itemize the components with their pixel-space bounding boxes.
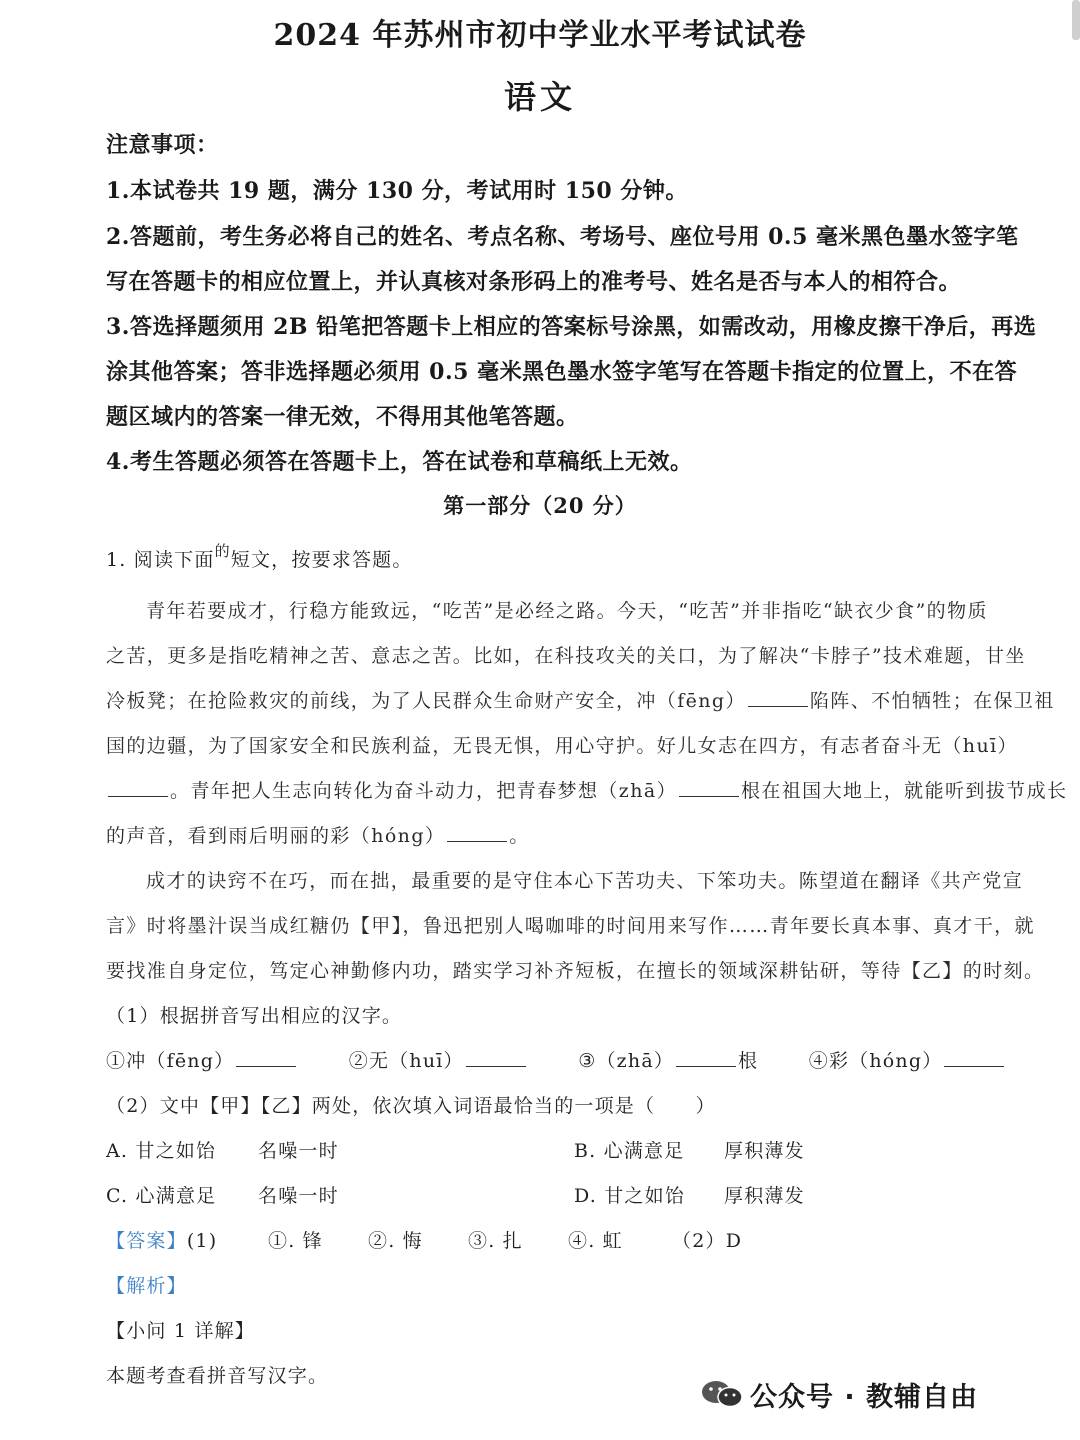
question-stem (106, 542, 413, 572)
sub1-items (106, 1046, 1006, 1073)
blank-zha (679, 778, 739, 797)
answer-item-2: ②. 悔 (368, 1230, 423, 1252)
answer-item-4: ④. 虹 (568, 1230, 623, 1252)
line5-mid: 。青年把人生志向转化为奋斗动力，把青春梦想（zhā） (170, 780, 677, 802)
answer-p2: （2）D (672, 1230, 743, 1252)
detail-text: 本题考查看拼音写汉字。 (106, 1365, 329, 1387)
sub1-blank-2 (466, 1048, 526, 1067)
note-line-6: 题区域内的答案一律无效，不得用其他笔答题。 (106, 404, 579, 430)
option-a-label: A. 甘之如饴 (106, 1140, 217, 1162)
stem-pre: 1. 阅读下面 (106, 549, 215, 571)
wechat-icon (700, 1379, 746, 1409)
passage1-line-5 (106, 776, 1067, 803)
passage1-line-3 (106, 686, 1055, 713)
passage1-line-6 (106, 821, 530, 848)
option-d: D. 甘之如饴 (574, 1185, 686, 1207)
section-title: 第一部分（20 分） (443, 493, 637, 518)
option-a-word: 名噪一时 (258, 1140, 339, 1162)
blank-feng (748, 688, 808, 707)
sub1-prompt: （1）根据拼音写出相应的汉字。 (106, 1005, 403, 1027)
line6-pre: 的声音，看到雨后明丽的彩（hóng） (106, 825, 446, 847)
sub1-blank-1 (236, 1048, 296, 1067)
passage1-line-4: 国的边疆，为了国家安全和民族利益，无畏无惧，用心守护。好儿女志在四方，有志者奋斗无（huī） (106, 735, 1018, 757)
option-d-word: 厚积薄发 (724, 1185, 805, 1207)
sub1-item-2: ②无（huī） (348, 1050, 464, 1072)
note-line-5: 涂其他答案；答非选择题必须用 0.5 毫米黑色墨水签字笔写在答题卡指定的位置上，不在答 (106, 359, 1018, 385)
sub2-prompt: （2）文中【甲】【乙】两处，依次填入词语最恰当的一项是（ ） (106, 1095, 716, 1117)
note-line-3: 写在答题卡的相应位置上，并认真核对条形码上的准考号、姓名是否与本人的相符合。 (106, 269, 962, 295)
subject-title: 语文 (503, 78, 576, 116)
option-c-word: 名噪一时 (258, 1185, 339, 1207)
line3-pre: 冷板凳；在抢险救灾的前线，为了人民群众生命财产安全，冲（fēng） (106, 690, 746, 712)
sub1-blank-4 (944, 1048, 1004, 1067)
blank-hui (108, 778, 168, 797)
note-line-1: 1.本试卷共 19 题，满分 130 分，考试用时 150 分钟。 (106, 178, 688, 204)
exam-title: 2024 年苏州市初中学业水平考试试卷 (273, 18, 807, 53)
stem-post: 短文，按要求答题。 (230, 549, 413, 571)
blank-hong (447, 823, 507, 842)
line6-post: 。 (509, 825, 530, 847)
sub1-item-1: ①冲（fēng） (106, 1050, 235, 1072)
note-line-2: 2.答题前，考生务必将自己的姓名、考点名称、考场号、座位号用 0.5 毫米黑色墨水签字笔 (106, 224, 1019, 250)
answer-p1: (1) (186, 1230, 218, 1252)
watermark-text: 公众号 · 教辅自由 (750, 1381, 979, 1413)
passage2-line-3: 要找准自身定位，笃定心神勤修内功，踏实学习补齐短板，在擅长的领域深耕钻研，等待【乙】的时刻。 (106, 960, 1045, 982)
option-c: C. 心满意足 (106, 1185, 217, 1207)
answer-item-1: ①. 锋 (268, 1230, 323, 1252)
passage2-line-2: 言》时将墨汁误当成红糖仍【甲】，鲁迅把别人喝咖啡的时间用来写作……青年要长真本事、真才干，就 (106, 915, 1035, 937)
line3-post: 陷阵、不怕牺牲；在保卫祖 (809, 690, 1055, 712)
option-b: B. 心满意足 (574, 1140, 685, 1162)
sub1-item-3-post: 根 (738, 1050, 759, 1072)
option-b-word: 厚积薄发 (724, 1140, 805, 1162)
detail-heading: 【小问 1 详解】 (106, 1320, 255, 1342)
notes-heading: 注意事项： (106, 132, 219, 158)
sub1-blank-3 (676, 1048, 736, 1067)
analysis-tag: 【解析】 (106, 1275, 187, 1297)
answer-tag: 【答案】 (106, 1230, 187, 1252)
note-line-4: 3.答选择题须用 2B 铅笔把答题卡上相应的答案标号涂黑，如需改动，用橡皮擦干净后，再选 (106, 314, 1037, 340)
note-line-7: 4.考生答题必须答在答题卡上，答在试卷和草稿纸上无效。 (106, 449, 693, 475)
passage2-line-1: 成才的诀窍不在巧，而在拙，最重要的是守住本心下苦功夫、下笨功夫。陈望道在翻译《共产党宣 (146, 870, 1024, 892)
line5-post: 根在祖国大地上，就能听到拔节成长 (740, 780, 1068, 802)
option-a (106, 1136, 216, 1163)
stem-sup: 的 (214, 542, 231, 560)
sub1-item-3: ③（zhā） (578, 1050, 675, 1072)
sub1-item-4: ④彩（hóng） (808, 1050, 943, 1072)
passage1-line-2: 之苦，更多是指吃精神之苦、意志之苦。比如，在科技攻关的关口，为了解决“卡脖子”技术难题，甘坐 (106, 645, 1026, 667)
answer-item-3: ③. 扎 (468, 1230, 523, 1252)
answer-row (106, 1226, 217, 1253)
watermark (700, 1372, 978, 1416)
passage1-line-1: 青年若要成才，行稳方能致远，“吃苦”是必经之路。今天，“吃苦”并非指吃“缺衣少食”的物质 (146, 600, 988, 622)
